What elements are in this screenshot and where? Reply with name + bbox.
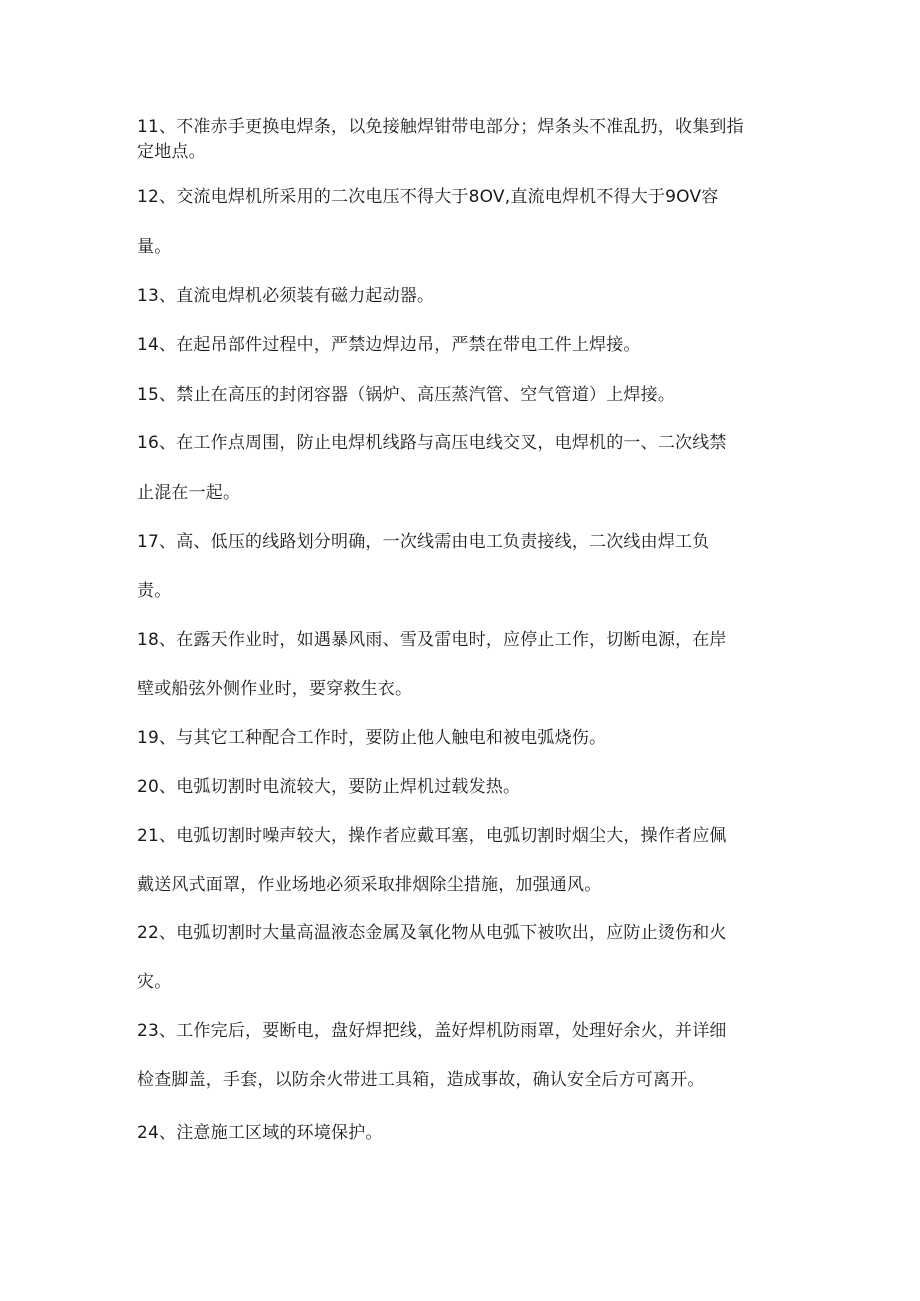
item-21-line-1: 21、电弧切割时噪声较大，操作者应戴耳塞，电弧切割时烟尘大，操作者应佩 xyxy=(137,826,727,846)
item-19-line-1: 19、与其它工种配合工作时，要防止他人触电和被电弧烧伤。 xyxy=(137,728,607,748)
item-23-line-1: 23、工作完后，要断电，盘好焊把线，盖好焊机防雨罩，处理好余火，并详细 xyxy=(137,1021,727,1041)
item-18-line-2: 壁或船弦外侧作业时，要穿救生衣。 xyxy=(137,679,413,699)
item-12-line-2: 量。 xyxy=(137,237,172,257)
item-17-line-2: 责。 xyxy=(137,581,172,601)
item-12-line-1: 12、交流电焊机所采用的二次电压不得大于8OV,直流电焊机不得大于9OV容 xyxy=(137,187,719,207)
item-17-line-1: 17、高、低压的线路划分明确，一次线需由电工负责接线，二次线由焊工负 xyxy=(137,532,710,552)
item-20-line-1: 20、电弧切割时电流较大，要防止焊机过载发热。 xyxy=(137,777,521,797)
item-11-line-1: 11、不准赤手更换电焊条，以免接触焊钳带电部分；焊条头不准乱扔，收集到指 xyxy=(137,117,744,137)
item-11-line-2: 定地点。 xyxy=(137,142,206,162)
item-23-line-2: 检查脚盖，手套，以防余火带进工具箱，造成事故，确认安全后方可离开。 xyxy=(137,1070,705,1090)
item-24-line-1: 24、注意施工区域的环境保护。 xyxy=(137,1123,383,1143)
item-18-line-1: 18、在露天作业时，如遇暴风雨、雪及雷电时，应停止工作，切断电源，在岸 xyxy=(137,630,727,650)
item-14-line-1: 14、在起吊部件过程中，严禁边焊边吊，严禁在带电工件上焊接。 xyxy=(137,335,641,355)
item-16-line-2: 止混在一起。 xyxy=(137,483,241,503)
item-22-line-2: 灾。 xyxy=(137,972,172,992)
item-16-line-1: 16、在工作点周围，防止电焊机线路与高压电线交叉，电焊机的一、二次线禁 xyxy=(137,433,727,453)
item-15-line-1: 15、禁止在高压的封闭容器（锅炉、高压蒸汽管、空气管道）上焊接。 xyxy=(137,385,676,405)
item-22-line-1: 22、电弧切割时大量高温液态金属及氧化物从电弧下被吹出，应防止烫伤和火 xyxy=(137,923,727,943)
item-13-line-1: 13、直流电焊机必须装有磁力起动器。 xyxy=(137,286,435,306)
item-21-line-2: 戴送风式面罩，作业场地必须采取排烟除尘措施，加强通风。 xyxy=(137,875,602,895)
